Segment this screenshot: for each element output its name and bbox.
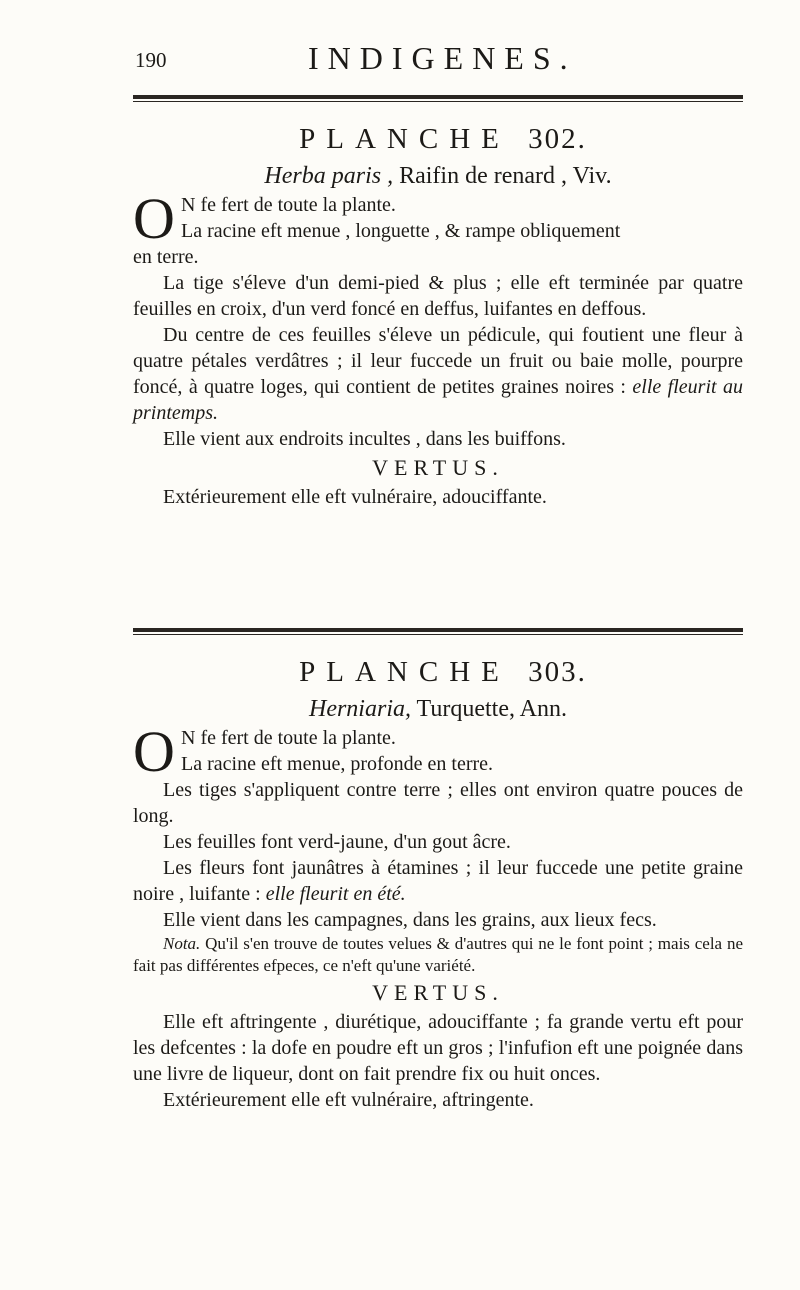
paragraph-tiges: Les tiges s'appliquent contre terre ; elles ont environ quatre pouces de long. <box>133 779 743 827</box>
vertus-text-1: Elle eft aftringente , diurétique, adouciffante ; fa grande vertu eft pour les defcentes : la dofe en poudre eft un gros ; l'infufion eft une poignée dans une livre de liqueur, dont on fait prendre fix ou huit onces. <box>133 1011 743 1085</box>
plate-number: 302. <box>528 123 587 155</box>
latin-name: Herba paris , <box>264 163 394 189</box>
french-name: Raifin de renard , Viv. <box>393 163 612 189</box>
plate-number: 303. <box>528 656 587 688</box>
intro-line-1: N fe fert de toute la plante. <box>181 194 396 216</box>
paragraph-tige: La tige s'éleve d'un demi-pied & plus ; elle eft terminée par quatre feuilles en croix, d'un verd foncé en deffus, luifantes en deffous. <box>133 272 743 320</box>
plant-title <box>133 160 743 192</box>
plate-heading <box>133 122 743 156</box>
paragraph-lieu: Elle vient dans les campagnes, dans les grains, aux lieux fecs. <box>163 909 657 931</box>
ornamental-rule <box>133 628 743 635</box>
ornamental-rule <box>133 95 743 102</box>
page-header <box>0 40 800 80</box>
paragraph-fleurs: Les fleurs font jaunâtres à étamines ; il leur fuccede une petite graine noire , luifante : elle fleurit en été. <box>133 857 743 905</box>
plate-label: PLANCHE <box>299 656 510 688</box>
plate-302-section <box>133 122 743 510</box>
plant-title <box>133 693 743 725</box>
intro-continuation: en terre. <box>133 246 199 268</box>
paragraph-feuilles: Les feuilles font verd-jaune, d'un gout âcre. <box>163 831 511 853</box>
vertus-heading: VERTUS. <box>372 455 504 480</box>
paragraph-lieu: Elle vient aux endroits incultes , dans les buiffons. <box>163 428 566 450</box>
nota-note: Nota. Qu'il s'en trouve de toutes velues & d'autres qui ne le font point ; mais cela ne fait pas différentes efpeces, ce n'eft qu'une variété. <box>133 934 743 975</box>
plate-label: PLANCHE <box>299 123 510 155</box>
running-head: INDIGENES. <box>308 40 577 76</box>
plate-303-section <box>133 655 743 1113</box>
french-name: Turquette, Ann. <box>410 696 568 722</box>
intro-line-2: La racine eft menue, profonde en terre. <box>181 753 494 775</box>
intro-paragraph <box>133 186 743 251</box>
intro-line-2: La racine eft menue , longuette , & rampe obliquement <box>181 220 621 242</box>
paragraph-fleur: Du centre de ces feuilles s'éleve un pédicule, qui foutient une fleur à quatre pétales verdâtres ; il leur fuccede un fruit ou baie molle, pourpre foncé, à quatre loges, qui contient de petites graines noires : elle fleurit au printemps. <box>133 324 743 424</box>
vertus-heading: VERTUS. <box>372 980 504 1005</box>
vertus-text-2: Extérieurement elle eft vulnéraire, aftringente. <box>163 1089 534 1111</box>
intro-paragraph <box>133 719 743 784</box>
vertus-text: Extérieurement elle eft vulnéraire, adouciffante. <box>163 486 547 508</box>
latin-name: Herniaria, <box>308 696 411 722</box>
plate-heading <box>133 655 743 689</box>
intro-line-1: N fe fert de toute la plante. <box>181 727 396 749</box>
page-number: 190 <box>135 48 167 72</box>
drop-cap: O <box>133 719 175 784</box>
drop-cap: O <box>133 186 175 251</box>
